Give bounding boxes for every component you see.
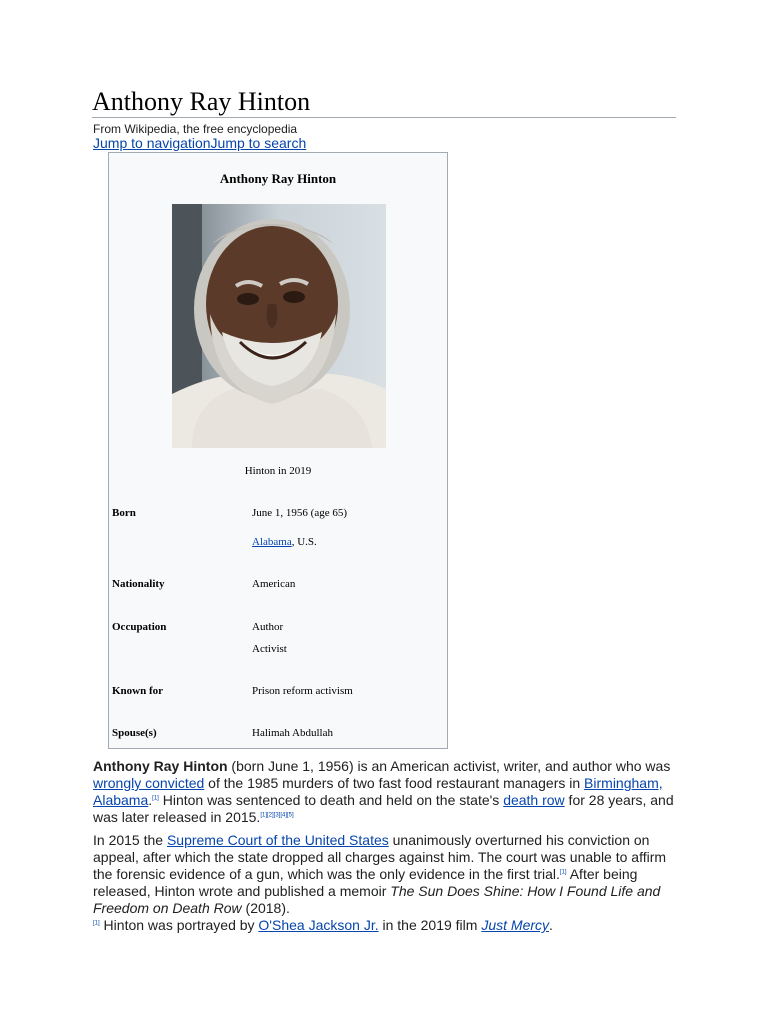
known-for-value: Prison reform activism <box>252 685 353 697</box>
jump-to-search-link[interactable]: Jump to search <box>210 135 307 151</box>
text-run: (born June 1, 1956) is an American activist, writer, and author who was <box>227 758 671 774</box>
oshea-jackson-link[interactable]: O'Shea Jackson Jr. <box>258 917 379 933</box>
spouse-label: Spouse(s) <box>112 727 157 739</box>
page-title: Anthony Ray Hinton <box>92 87 311 116</box>
alabama-link[interactable]: Alabama <box>252 536 292 548</box>
photo-caption: Hinton in 2019 <box>244 465 312 477</box>
death-row-link[interactable]: death row <box>503 792 565 808</box>
citation-refs[interactable]: [1][2][3][4][5] <box>260 812 294 819</box>
jump-links <box>93 135 306 152</box>
citation-ref[interactable]: [1] <box>93 920 100 927</box>
spouse-value: Halimah Abdullah <box>252 727 333 739</box>
portrait-illustration <box>172 204 386 448</box>
born-date: June 1, 1956 (age 65) <box>252 507 348 519</box>
just-mercy-link[interactable]: Just Mercy <box>481 917 550 933</box>
text-run: Hinton was portrayed by <box>99 917 259 933</box>
title-divider <box>92 117 676 118</box>
supreme-court-link[interactable]: Supreme Court of the United States <box>166 832 389 848</box>
text-run: In 2015 the <box>93 832 167 848</box>
known-for-label: Known for <box>112 685 164 697</box>
text-run: Hinton was sentenced to death and held on the state's <box>158 792 504 808</box>
citation-ref[interactable]: [1] <box>152 795 159 802</box>
occupation-label: Occupation <box>112 621 167 633</box>
nationality-value: American <box>252 578 296 590</box>
book-title: The Sun Does Shine: How I Found Life and Freedom on Death Row <box>93 883 661 916</box>
nationality-label: Nationality <box>112 578 165 590</box>
second-paragraph <box>93 832 677 934</box>
text-run: . <box>549 917 553 933</box>
born-label: Born <box>112 507 136 519</box>
text-run: After being released, Hinton wrote and published a memoir <box>93 866 638 899</box>
wrongly-convicted-link[interactable]: wrongly convicted <box>93 775 205 791</box>
jump-to-navigation-link[interactable]: Jump to navigation <box>93 135 211 151</box>
subject-name: Anthony Ray Hinton <box>93 758 228 774</box>
text-run: in the 2019 film <box>378 917 482 933</box>
born-place-country: , U.S. <box>291 536 317 548</box>
lead-paragraph <box>93 758 677 826</box>
birmingham-alabama-link[interactable]: Birmingham, Alabama <box>93 775 663 808</box>
infobox-title: Anthony Ray Hinton <box>219 171 337 186</box>
text-run: (2018). <box>241 900 290 916</box>
text-run: . <box>148 792 153 808</box>
occupation-value-author: Author <box>252 621 284 633</box>
citation-ref[interactable]: [1] <box>559 869 567 876</box>
text-run: for 28 years, and was later released in 2015. <box>93 792 674 825</box>
born-place <box>252 536 317 548</box>
text-run: of the 1985 murders of two fast food restaurant managers in <box>204 775 585 791</box>
site-tagline: From Wikipedia, the free encyclopedia <box>93 122 298 136</box>
occupation-value-activist: Activist <box>252 643 287 655</box>
infobox <box>108 152 448 749</box>
portrait-photo[interactable] <box>172 204 386 448</box>
text-run: unanimously overturned his conviction on appeal, after which the state dropped all charges against him. The court was unable to affirm the forensic evidence of a gun, which was the only evidence in the first trial. <box>93 832 667 882</box>
